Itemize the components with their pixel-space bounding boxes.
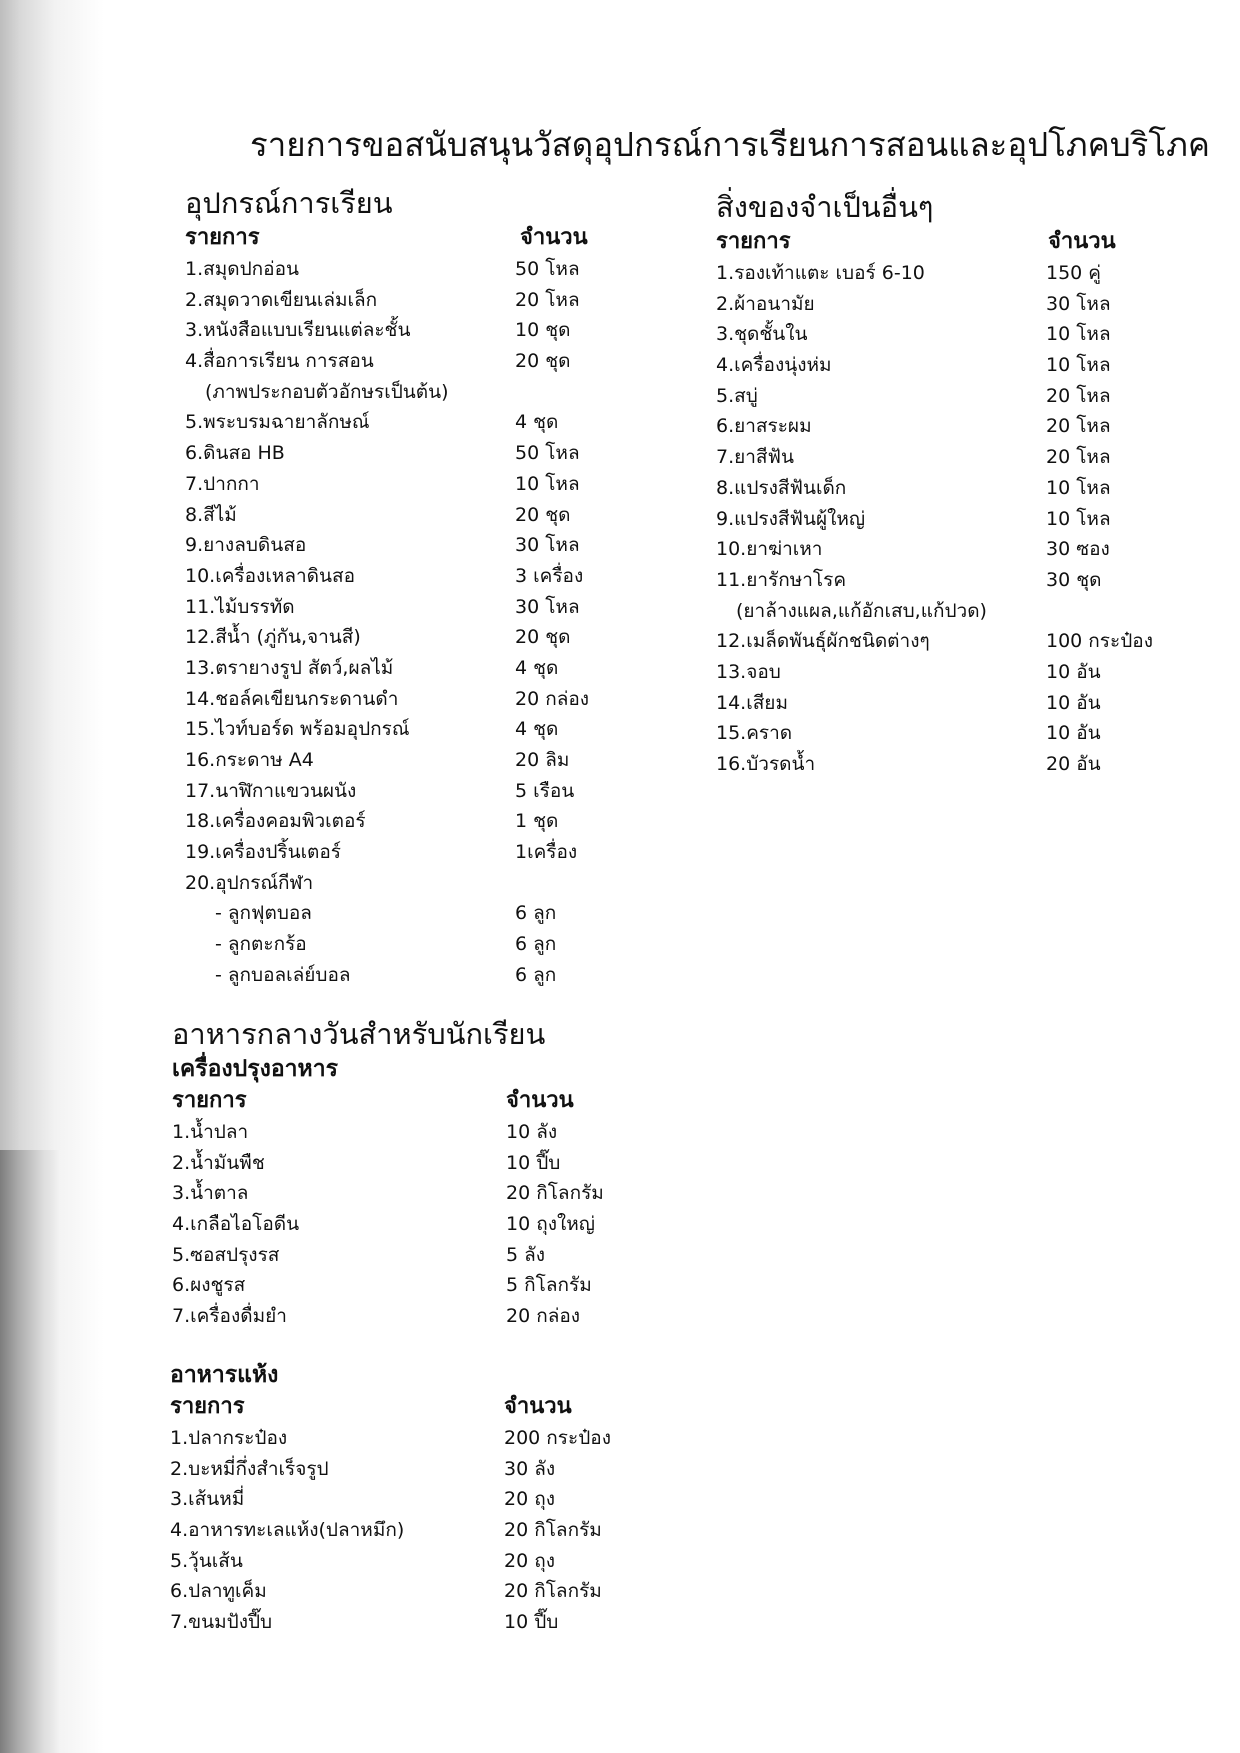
list-item — [170, 1607, 640, 1638]
item-name: 3.เส้นหมี่ — [170, 1488, 245, 1511]
table-header — [716, 226, 1156, 258]
list-item — [170, 1454, 640, 1485]
item-name: 16.กระดาษ A4 — [185, 749, 314, 771]
item-quantity: 5 กิโลกรัม — [506, 1274, 592, 1297]
item-quantity: 10 ถุงใหญ่ — [506, 1213, 595, 1236]
item-list — [185, 254, 605, 991]
item-quantity: 6 ลูก — [515, 933, 557, 956]
list-item — [185, 960, 605, 991]
list-item — [172, 1209, 632, 1240]
list-item — [716, 749, 1156, 780]
item-quantity: 20 กล่อง — [515, 687, 590, 710]
list-item — [185, 377, 605, 408]
item-name: 1.รองเท้าแตะ เบอร์ 6-10 — [716, 262, 925, 284]
column-qty-header: จำนวน — [520, 225, 588, 250]
list-item — [716, 289, 1156, 320]
item-quantity: 10 อัน — [1046, 722, 1101, 745]
item-quantity: 20 ลิม — [515, 749, 570, 771]
item-name: 12.เมล็ดพันธุ์ผักชนิดต่างๆ — [716, 630, 930, 653]
column-qty-header: จำนวน — [506, 1088, 574, 1113]
column-qty-header: จำนวน — [1048, 229, 1116, 254]
list-item — [185, 438, 605, 469]
table-header — [185, 222, 605, 254]
list-item — [170, 1515, 640, 1546]
item-quantity: 10 โหล — [1046, 507, 1111, 530]
column-item-header: รายการ — [716, 229, 791, 254]
scan-shadow-lower — [0, 1150, 60, 1753]
item-quantity: 30 ซอง — [1046, 538, 1110, 561]
list-item — [185, 500, 605, 531]
list-item — [716, 504, 1156, 535]
section-subtitle: เครื่องปรุงอาหาร — [172, 1056, 338, 1082]
document-title: รายการขอสนับสนุนวัสดุอุปกรณ์การเรียนการสอนและอุปโภคบริโภค — [250, 125, 1210, 164]
item-quantity: 1 ชุด — [515, 810, 559, 833]
item-name: - ลูกฟุตบอล — [215, 902, 312, 925]
section-title: อุปกรณ์การเรียน — [185, 186, 393, 220]
item-name: 16.บัวรดน้ำ — [716, 753, 816, 775]
item-quantity: 20 กิโลกรัม — [504, 1519, 602, 1542]
item-quantity: 20 กิโลกรัม — [504, 1580, 602, 1603]
item-name: 7.ปากกา — [185, 472, 260, 495]
item-name: 13.จอบ — [716, 660, 781, 683]
item-quantity: 20 โหล — [1046, 446, 1111, 469]
list-item — [172, 1178, 632, 1209]
item-quantity: 50 โหล — [515, 442, 580, 465]
item-name: 3.ชุดชั้นใน — [716, 323, 808, 346]
column-item-header: รายการ — [172, 1088, 247, 1113]
item-quantity: 150 คู่ — [1046, 262, 1102, 284]
item-quantity: 3 เครื่อง — [515, 564, 584, 587]
item-quantity: 30 โหล — [515, 595, 580, 618]
item-quantity: 30 โหล — [1046, 292, 1111, 315]
item-quantity: 10 โหล — [515, 472, 580, 495]
item-name: 6.ยาสระผม — [716, 415, 812, 438]
item-list — [170, 1423, 640, 1638]
item-name: 9.แปรงสีฟันผู้ใหญ่ — [716, 507, 866, 530]
item-quantity: 30 โหล — [515, 534, 580, 557]
section-other-necessities — [716, 188, 1156, 780]
item-name: 6.ปลาทูเค็ม — [170, 1580, 267, 1603]
list-item — [716, 565, 1156, 596]
list-item — [185, 407, 605, 438]
item-name: 13.ตรายางรูป สัตว์,ผลไม้ — [185, 656, 394, 679]
item-name: 15.คราด — [716, 722, 793, 745]
list-item — [185, 622, 605, 653]
item-name: (ยาล้างแผล,แก้อักเสบ,แก้ปวด) — [736, 599, 987, 622]
item-name: 2.น้ำมันพืช — [172, 1151, 265, 1174]
section-lunch — [172, 1015, 632, 1332]
item-name: 9.ยางลบดินสอ — [185, 534, 307, 557]
item-quantity: 10 ลัง — [506, 1121, 558, 1143]
list-item — [172, 1270, 632, 1301]
item-quantity: 20 โหล — [1046, 415, 1111, 438]
list-item — [170, 1484, 640, 1515]
list-item — [716, 657, 1156, 688]
list-item — [185, 868, 605, 899]
item-name: 7.เครื่องดื่มยำ — [172, 1305, 287, 1328]
item-name: - ลูกตะกร้อ — [215, 933, 307, 956]
item-quantity: 4 ชุด — [515, 411, 559, 434]
table-header — [170, 1391, 640, 1423]
item-quantity: 10 ปี๊บ — [506, 1151, 561, 1174]
item-quantity: 4 ชุด — [515, 656, 559, 679]
item-quantity: 1เครื่อง — [515, 841, 578, 864]
item-name: 7.ยาสีฟัน — [716, 446, 794, 469]
list-item — [185, 653, 605, 684]
item-quantity: 20 โหล — [515, 288, 580, 311]
list-item — [185, 254, 605, 285]
item-quantity: 20 ถุง — [504, 1488, 555, 1511]
item-quantity: 4 ชุด — [515, 718, 559, 741]
item-list — [172, 1117, 632, 1332]
item-name: 10.ยาฆ่าเหา — [716, 538, 823, 561]
list-item — [185, 592, 605, 623]
item-name: 12.สีน้ำ (ภู่กัน,จานสี) — [185, 626, 361, 649]
item-name: 1.น้ำปลา — [172, 1121, 249, 1143]
item-name: 5.วุ้นเส้น — [170, 1549, 243, 1572]
list-item — [170, 1546, 640, 1577]
item-quantity: 30 ชุด — [1046, 568, 1102, 591]
item-name: - ลูกบอลเล่ย์บอล — [215, 963, 351, 986]
item-quantity: 10 โหล — [1046, 354, 1111, 377]
item-quantity: 20 อัน — [1046, 753, 1101, 775]
item-quantity: 20 ชุด — [515, 350, 571, 373]
list-item — [172, 1240, 632, 1271]
item-name: 4.สื่อการเรียน การสอน — [185, 350, 374, 373]
item-name: 1.สมุดปกอ่อน — [185, 258, 299, 280]
list-item — [185, 837, 605, 868]
item-quantity: 10 ปี๊บ — [504, 1611, 559, 1634]
table-header — [172, 1085, 632, 1117]
list-item — [185, 745, 605, 776]
list-item — [185, 898, 605, 929]
list-item — [185, 285, 605, 316]
column-qty-header: จำนวน — [504, 1394, 572, 1419]
list-item — [716, 350, 1156, 381]
item-name: 10.เครื่องเหลาดินสอ — [185, 564, 355, 587]
item-quantity: 20 ชุด — [515, 503, 571, 526]
section-learning-equipment — [185, 184, 605, 991]
item-quantity: 5 ลัง — [506, 1243, 546, 1266]
item-name: 2.สมุดวาดเขียนเล่มเล็ก — [185, 288, 378, 311]
item-name: 8.แปรงสีฟันเด็ก — [716, 476, 847, 499]
item-name: 2.ผ้าอนามัย — [716, 292, 815, 315]
section-title: อาหารแห้ง — [170, 1362, 279, 1388]
list-item — [716, 319, 1156, 350]
list-item — [716, 258, 1156, 289]
item-list — [716, 258, 1156, 780]
section-title: อาหารกลางวันสำหรับนักเรียน — [172, 1017, 546, 1051]
item-quantity: 6 ลูก — [515, 963, 557, 986]
item-quantity: 30 ลัง — [504, 1457, 556, 1480]
list-item — [185, 776, 605, 807]
section-title: สิ่งของจำเป็นอื่นๆ — [716, 190, 934, 224]
list-item — [185, 469, 605, 500]
item-quantity: 10 โหล — [1046, 476, 1111, 499]
item-name: 6.ผงชูรส — [172, 1274, 246, 1297]
item-quantity: 5 เรือน — [515, 779, 575, 802]
list-item — [185, 530, 605, 561]
item-name: 5.สบู่ — [716, 384, 758, 407]
item-quantity: 20 โหล — [1046, 384, 1111, 407]
item-quantity: 10 อัน — [1046, 691, 1101, 714]
item-quantity: 10 โหล — [1046, 323, 1111, 346]
list-item — [185, 561, 605, 592]
item-quantity: 50 โหล — [515, 258, 580, 280]
item-name: 1.ปลากระป๋อง — [170, 1427, 288, 1449]
list-item — [716, 626, 1156, 657]
item-name: 4.อาหารทะเลแห้ง(ปลาหมึก) — [170, 1519, 405, 1542]
item-quantity: 10 ชุด — [515, 319, 571, 342]
item-quantity: 20 ชุด — [515, 626, 571, 649]
item-name: 2.บะหมี่กึ่งสำเร็จรูป — [170, 1457, 329, 1480]
list-item — [172, 1148, 632, 1179]
column-item-header: รายการ — [170, 1394, 245, 1419]
item-name: (ภาพประกอบตัวอักษรเป็นต้น) — [205, 380, 449, 403]
list-item — [716, 473, 1156, 504]
list-item — [185, 929, 605, 960]
item-name: 3.น้ำตาล — [172, 1182, 249, 1205]
item-quantity: 20 กล่อง — [506, 1305, 581, 1328]
item-quantity: 10 อัน — [1046, 660, 1101, 683]
item-name: 4.เครื่องนุ่งห่ม — [716, 354, 832, 377]
list-item — [716, 718, 1156, 749]
item-name: 5.ซอสปรุงรส — [172, 1243, 280, 1266]
item-name: 11.ไม้บรรทัด — [185, 595, 295, 618]
item-quantity: 200 กระป๋อง — [504, 1427, 611, 1449]
item-name: 14.เสียม — [716, 691, 788, 714]
list-item — [185, 714, 605, 745]
list-item — [716, 534, 1156, 565]
list-item — [716, 596, 1156, 627]
section-dry-food — [170, 1359, 640, 1638]
list-item — [170, 1576, 640, 1607]
item-name: 17.นาฬิกาแขวนผนัง — [185, 779, 357, 802]
list-item — [716, 688, 1156, 719]
item-quantity: 20 กิโลกรัม — [506, 1182, 604, 1205]
item-name: 11.ยารักษาโรค — [716, 568, 847, 591]
item-name: 8.สีไม้ — [185, 503, 237, 526]
item-quantity: 100 กระป๋อง — [1046, 630, 1153, 653]
list-item — [172, 1117, 632, 1148]
item-name: 14.ชอล์คเขียนกระดานดำ — [185, 687, 399, 710]
item-name: 4.เกลือไอโอดีน — [172, 1213, 300, 1236]
list-item — [185, 806, 605, 837]
list-item — [716, 411, 1156, 442]
list-item — [185, 684, 605, 715]
item-quantity: 20 ถุง — [504, 1549, 555, 1572]
list-item — [170, 1423, 640, 1454]
list-item — [172, 1301, 632, 1332]
item-name: 20.อุปกรณ์กีฬา — [185, 871, 314, 894]
item-name: 7.ขนมปังปี๊บ — [170, 1611, 273, 1634]
item-name: 3.หนังสือแบบเรียนแต่ละชั้น — [185, 319, 411, 342]
item-name: 18.เครื่องคอมพิวเตอร์ — [185, 810, 366, 833]
list-item — [185, 315, 605, 346]
column-item-header: รายการ — [185, 225, 260, 250]
list-item — [185, 346, 605, 377]
list-item — [716, 442, 1156, 473]
list-item — [716, 381, 1156, 412]
item-name: 5.พระบรมฉายาลักษณ์ — [185, 411, 370, 434]
item-name: 15.ไวท์บอร์ด พร้อมอุปกรณ์ — [185, 718, 410, 741]
item-name: 6.ดินสอ HB — [185, 442, 285, 465]
item-quantity: 6 ลูก — [515, 902, 557, 925]
item-name: 19.เครื่องปริ้นเตอร์ — [185, 841, 342, 864]
